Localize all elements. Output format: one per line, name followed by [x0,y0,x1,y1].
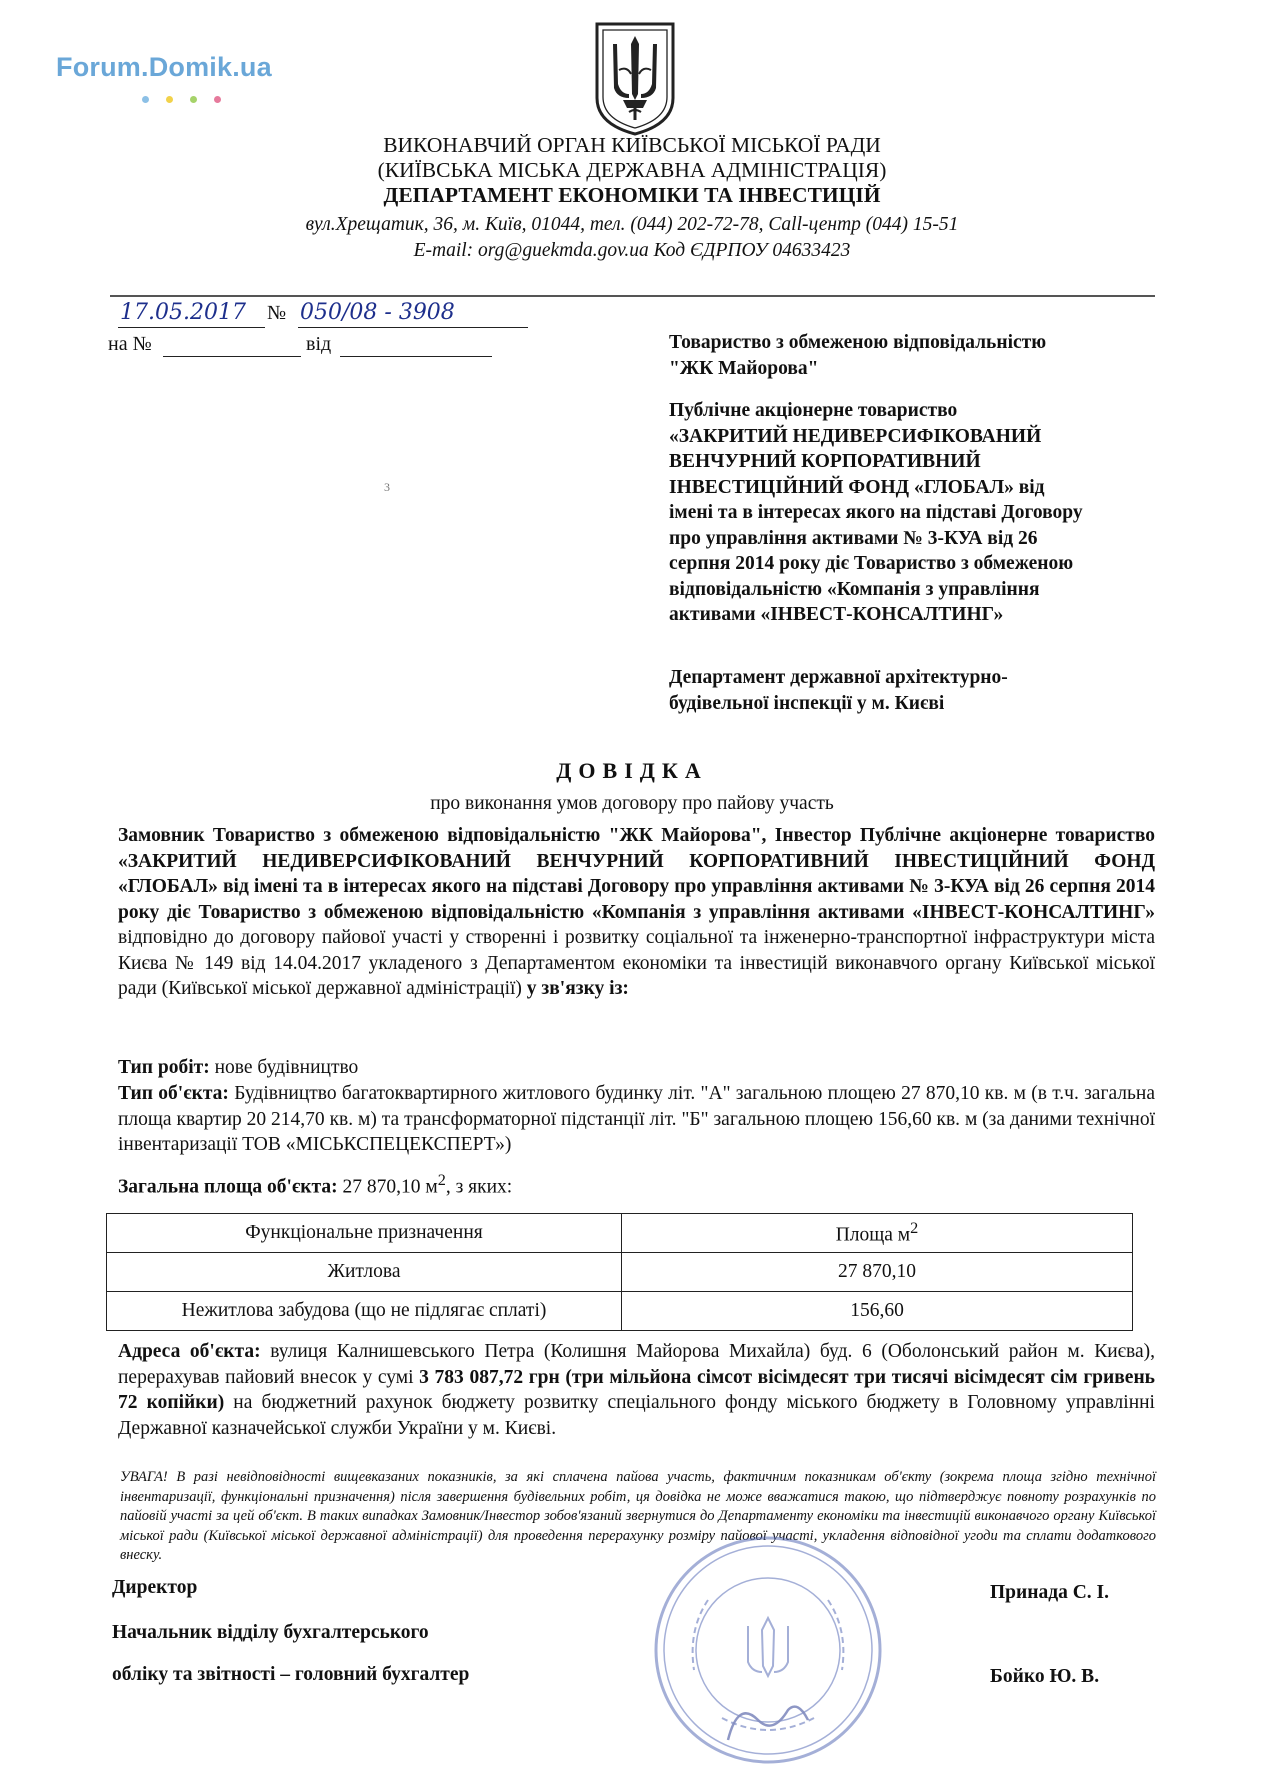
table-cell-area: 27 870,10 [622,1253,1133,1292]
intro-paragraph [118,823,1155,1002]
header-address: вул.Хрещатик, 36, м. Київ, 01044, тел. (044) 202-72-78, Call-центр (044) 15-51 [305,214,959,235]
stray-mark: 3 [384,480,390,494]
addressee-2-line: «ЗАКРИТИЙ НЕДИВЕРСИФІКОВАНИЙ [669,425,1042,447]
addressee-1 [669,330,1169,381]
payment-amount: 3 783 087,72 грн (три мільйона сімсот вісімдесят три тисячі вісімдесят сім гривень 72 копійки) [118,1366,1155,1413]
accountant-title-line1: Начальник відділу бухгалтерського [112,1622,429,1643]
addressee-2-line: про управління активами № 3-КУА від 26 [669,527,1038,549]
accountant-title-line2: обліку та звітності – головний бухгалтер [112,1664,470,1685]
intro-tail: у зв'язку із: [521,978,629,999]
outgoing-number-label: № [267,302,287,324]
intro-parties: Замовник Товариство з обмеженою відповідальністю "ЖК Майорова", Інвестор Публічне акціонерне товариство «ЗАКРИТИЙ НЕДИВЕРСИФІКОВАНИЙ ВЕНЧУРНИЙ КОРПОРАТИВНИЙ ІНВЕСТИЦІЙНИЙ ФОНД «ГЛОБАЛ» від імені та в інтересах якого на підставі Договору про управління активами № 3-КУА від 26 серпня 2014 року діє Товариство з обмеженою відповідальністю «Компанія з управління активами «ІНВЕСТ-КОНСАЛТИНГ» [118,825,1155,923]
table-cell-purpose: Житлова [107,1253,622,1292]
watermark-logo: Forum.Domik.ua [56,52,272,82]
director-title: Директор [112,1577,198,1598]
warning-note: УВАГА! В разі невідповідності вищевказаних показників, за які сплачена пайова участь, фактичним показникам об'єкту (зокрема площа згідно технічної інвентаризації, функціональні призначення) після завершення будівельних робіт, ця довідка не може вважатися такою, що підтверджує повноту розрахунків по пайовій участі за цей об'єкт. В таких випадках Замовник/Інвестор зобов'язаний звернутися до Департаменту економіки та інвестицій виконавчого органу Київської міської ради (Київської міської державної адміністрації) для проведення перерахунку розміру пайової участі, укладення відповідної угоди та сплати додаткового внеску. [120,1469,1156,1564]
addressee-2-line: Публічне акціонерне товариство [669,400,958,421]
director-name: Принада С. І. [990,1582,1110,1603]
payment-destination: на бюджетний рахунок бюджету розвитку спеціального фонду міського бюджету в Головному управлінні Державної казначейської служби України у м. Києві. [118,1392,1155,1439]
object-type [118,1081,1155,1158]
document-title: ДОВІДКА [556,758,708,783]
addressee-2-line: серпня 2014 року діє Товариство з обмеженою [669,553,1074,574]
official-stamp [648,1530,888,1770]
watermark-dot [214,96,221,103]
addressee-1-line: "ЖК Майорова" [669,357,819,379]
object-type-value: Будівництво багатоквартирного житлового будинку літ. "А" загальною площею 27 870,10 кв. м (в т.ч. загальна площа квартир 20 214,70 кв. м) та трансформаторної підстанції літ. "Б" загальною площею 156,60 кв. м (за даними технічної інвентаризації ТОВ «МІСЬКСПЕЦЕКСПЕРТ») [118,1083,1155,1155]
intro-contract: відповідно до договору пайової участі у створенні і розвитку соціальної та інженерно-транспортної інфраструктури міста Києва № 149 від 14.04.2017 укладеного з Департаментом економіки та інвестицій виконавчого органу Київської міської ради (Київської міської державної адміністрації) [118,927,1155,999]
work-type [118,1055,1155,1081]
total-area [118,1168,1155,1200]
watermark-dots [142,90,238,108]
addressee-2-line: ВЕНЧУРНИЙ КОРПОРАТИВНИЙ [669,451,981,472]
document-subtitle: про виконання умов договору про пайову участь [430,793,834,814]
table-header-area-sup: 2 [910,1219,919,1238]
addressee-2-line: імені та в інтересах якого на підставі Договору [669,502,1083,523]
object-type-label: Тип об'єкта: [118,1083,229,1104]
addressee-3-line: будівельної інспекції у м. Києві [669,692,945,714]
addressee-2-line: відповідальністю «Компанія з управління [669,578,1040,600]
object-address-text: вулиця Калнишевського Петра (Колишня Майорова Михайла) буд. 6 (Оболонський район м. Києва), перерахував пайовий внесок у сумі [118,1341,1155,1388]
table-header-row [107,1214,1133,1253]
addressee-2 [669,398,1169,628]
incoming-number-field [163,356,301,357]
outgoing-date: 17.05.2017 [120,300,246,325]
accountant-name: Бойко Ю. В. [990,1666,1100,1687]
area-table [106,1213,1133,1331]
table-header-purpose: Функціональне призначення [107,1214,622,1253]
table-cell-purpose: Нежитлова забудова (що не підлягає сплаті) [107,1292,622,1331]
table-header-area-label: Площа м [835,1224,911,1246]
header-org-line2: (КИЇВСЬКА МІСЬКА ДЕРЖАВНА АДМІНІСТРАЦІЯ) [377,158,887,182]
table-cell-area: 156,60 [622,1292,1133,1331]
total-area-tail: , з яких: [445,1176,513,1198]
table-row [107,1253,1133,1292]
header-contacts: E-mail: org@guekmda.gov.ua Код ЄДРПОУ 04633423 [413,240,851,261]
table-row [107,1292,1133,1331]
incoming-date-label: від [306,333,332,355]
coat-of-arms-icon [593,20,677,138]
header-rule [110,295,1155,297]
watermark-dot [166,96,173,103]
total-area-value: 27 870,10 м [337,1176,438,1198]
object-address-label: Адреса об'єкта: [118,1341,261,1362]
incoming-date-field [340,356,492,357]
date-underline [118,327,265,328]
addressee-2-line: активами «ІНВЕСТ-КОНСАЛТИНГ» [669,604,1004,625]
addressee-2-line: ІНВЕСТИЦІЙНИЙ ФОНД «ГЛОБАЛ» від [669,476,1045,498]
addressee-1-line: Товариство з обмеженою відповідальністю [669,332,1047,353]
incoming-number-label: на № [108,333,152,355]
table-header-area [622,1214,1133,1253]
header-org-line1: ВИКОНАВЧИЙ ОРГАН КИЇВСЬКОЇ МІСЬКОЇ РАДИ [383,133,881,157]
number-underline [298,327,528,328]
addressee-3-line: Департамент державної архітектурно- [669,667,1008,688]
total-area-unit-sup: 2 [437,1171,446,1189]
outgoing-number: 050/08 - 3908 [300,300,455,325]
header-department: ДЕПАРТАМЕНТ ЕКОНОМІКИ ТА ІНВЕСТИЦІЙ [383,183,881,207]
work-type-label: Тип робіт: [118,1057,210,1078]
work-type-value: нове будівництво [209,1057,359,1078]
total-area-label: Загальна площа об'єкта: [118,1176,338,1198]
object-address-paragraph [118,1339,1155,1441]
addressee-3 [669,665,1169,716]
watermark-dot [190,96,197,103]
watermark-dot [142,96,149,103]
